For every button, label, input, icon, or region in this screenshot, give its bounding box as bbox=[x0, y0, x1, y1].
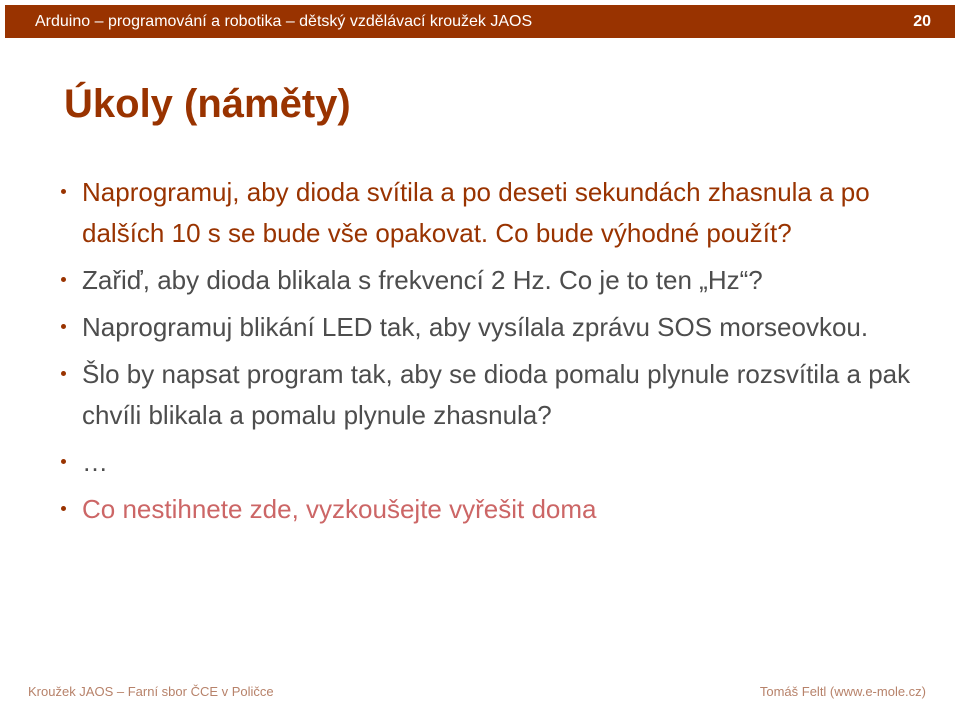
bullet-item bbox=[58, 354, 938, 436]
header-bar bbox=[5, 5, 955, 38]
bullet-text: … bbox=[82, 447, 108, 477]
bullet-dot-icon bbox=[61, 324, 66, 329]
header-text: Arduino – programování a robotika – dětský vzdělávací kroužek JAOS bbox=[35, 12, 533, 30]
footer-left: Kroužek JAOS – Farní sbor ČCE v Poličce bbox=[28, 684, 274, 699]
bullet-dot-icon bbox=[61, 459, 66, 464]
slide-title: Úkoly (náměty) bbox=[64, 82, 351, 126]
bullet-item bbox=[58, 172, 938, 254]
bullet-dot-icon bbox=[61, 506, 66, 511]
bullet-text: Šlo by napsat program tak, aby se dioda pomalu plynule rozsvítila a pak chvíli blikala a pomalu plynule zhasnula? bbox=[82, 359, 911, 430]
bullet-dot-icon bbox=[61, 277, 66, 282]
page-number: 20 bbox=[913, 12, 931, 30]
bullet-text: Naprogramuj, aby dioda svítila a po deseti sekundách zhasnula a po dalších 10 s se bude vše opakovat. Co bude výhodné použít? bbox=[82, 177, 870, 248]
bullet-dot-icon bbox=[61, 189, 66, 194]
bullet-item bbox=[58, 260, 938, 301]
bullet-dot-icon bbox=[61, 371, 66, 376]
bullet-text: Zařiď, aby dioda blikala s frekvencí 2 Hz. Co je to ten „Hz“? bbox=[82, 265, 763, 295]
footer-right: Tomáš Feltl (www.e-mole.cz) bbox=[759, 684, 926, 699]
bullet-item bbox=[58, 489, 938, 530]
bullet-item bbox=[58, 442, 938, 483]
bullet-item bbox=[58, 307, 938, 348]
bullet-text: Co nestihnete zde, vyzkoušejte vyřešit doma bbox=[82, 494, 597, 524]
bullet-text: Naprogramuj blikání LED tak, aby vysílala zprávu SOS morseovkou. bbox=[82, 312, 869, 342]
bullet-list bbox=[58, 172, 938, 530]
